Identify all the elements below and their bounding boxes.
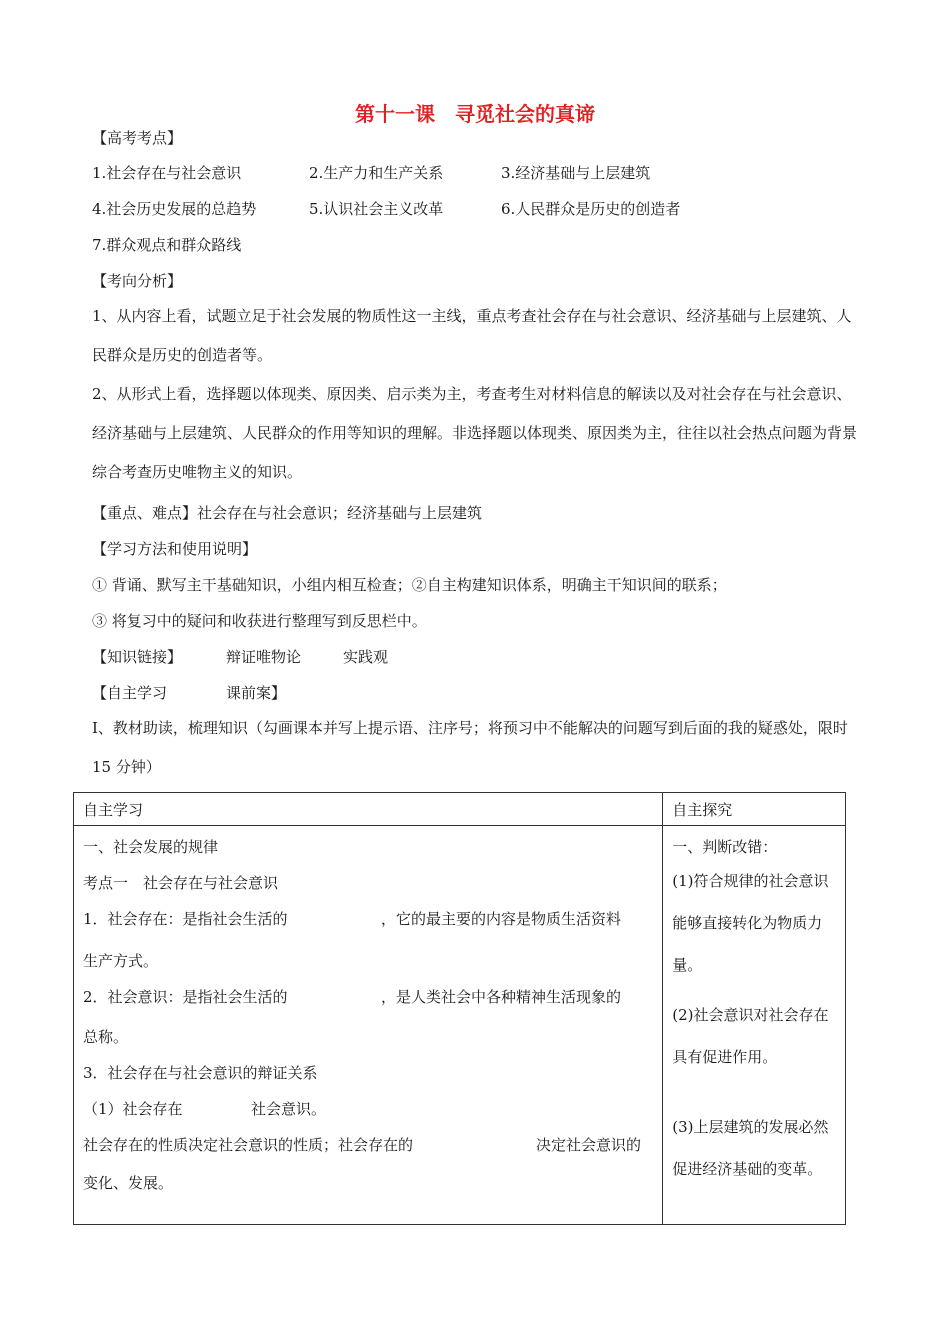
left-line-5b: ，是人类社会中各种精神生活现象的: [381, 988, 622, 1006]
selfstudy-heading: 【自主学习: [92, 684, 168, 702]
method-line-2: ③ 将复习中的疑问和收获进行整理写到反思栏中。: [92, 612, 427, 630]
left-line-3b: ，它的最主要的内容是物质生活资料: [381, 910, 622, 928]
analysis-paragraph-2: 2、从形式上看，选择题以体现类、原因类、启示类为主，考查考生对材料信息的解读以及对社会存在与社会意识、经济基础与上层建筑、人民群众的作用等知识的理解。非选择题以体现类、原因类为主，往往以社会热点问题为背景综合考查历史唯物主义的知识。: [92, 385, 858, 481]
self-explore-cell: [663, 826, 846, 1225]
intro-paragraph: I、教材助读，梳理知识（勾画课本并写上提示语、注序号；将预习中不能解决的问题写到后面的我的疑惑处，限时 15 分钟）: [92, 719, 848, 776]
left-line-3a: 1．社会存在：是指社会生活的: [83, 910, 288, 928]
page-title: 第十一课 寻觅社会的真谛: [355, 102, 595, 126]
gaokao-heading: 【高考考点】: [92, 129, 183, 147]
links-heading: 【知识链接】: [92, 648, 183, 666]
left-line-8a: （1）社会存在: [83, 1100, 183, 1118]
col2-header-cell: [663, 793, 846, 826]
col1-header-cell: [74, 793, 663, 826]
analysis-heading: 【考向分析】: [92, 272, 183, 290]
method-line-1: ① 背诵、默写主干基础知识，小组内相互检查；②自主构建知识体系，明确主干知识间的联系；: [92, 576, 727, 594]
left-line-7: 3．社会存在与社会意识的辩证关系: [83, 1064, 318, 1082]
analysis-paragraph-1: 1、从内容上看，试题立足于社会发展的物质性这一主线，重点考查社会存在与社会意识、经济基础与上层建筑、人民群众是历史的创造者等。: [92, 307, 852, 364]
right-judge-heading: 一、判断改错：: [672, 838, 778, 856]
left-line-8b: 社会意识。: [251, 1100, 327, 1118]
link-dialectical-materialism: 辩证唯物论: [226, 648, 302, 666]
method-heading: 【学习方法和使用说明】: [92, 540, 258, 558]
gaokao-item-2: 2.生产力和生产关系: [309, 164, 444, 182]
left-line-6: 总称。: [83, 1028, 129, 1046]
gaokao-item-3: 3.经济基础与上层建筑: [501, 164, 651, 182]
right-item-2: (2)社会意识对社会存在具有促进作用。: [672, 1006, 829, 1066]
left-line-2: 考点一 社会存在与社会意识: [83, 874, 279, 892]
left-line-5a: 2．社会意识：是指社会生活的: [83, 988, 288, 1006]
gaokao-item-5: 5.认识社会主义改革: [309, 200, 444, 218]
gaokao-item-1: 1.社会存在与社会意识: [92, 164, 242, 182]
col2-header: 自主探究: [672, 801, 733, 819]
gaokao-item-4: 4.社会历史发展的总趋势: [92, 200, 257, 218]
gaokao-item-7: 7.群众观点和群众路线: [92, 236, 242, 254]
col1-header: 自主学习: [83, 801, 144, 819]
left-line-1: 一、社会发展的规律: [83, 838, 219, 856]
link-practice-view: 实践观: [343, 648, 389, 666]
right-item-1: (1)符合规律的社会意识能够直接转化为物质力量。: [672, 872, 829, 974]
keypoints: 【重点、难点】社会存在与社会意识；经济基础与上层建筑: [92, 504, 483, 522]
left-line-4: 生产方式。: [83, 952, 159, 970]
self-study-cell: [74, 826, 663, 1225]
left-line-9b: 决定社会意识的: [536, 1136, 642, 1154]
left-line-9a: 社会存在的性质决定社会意识的性质；社会存在的: [83, 1136, 414, 1154]
study-table: [73, 792, 846, 1225]
right-item-3: (3)上层建筑的发展必然促进经济基础的变革。: [672, 1118, 829, 1178]
gaokao-item-6: 6.人民群众是历史的创造者: [501, 200, 681, 218]
selfstudy-subheading: 课前案】: [226, 684, 287, 702]
left-line-10: 变化、发展。: [83, 1174, 174, 1192]
